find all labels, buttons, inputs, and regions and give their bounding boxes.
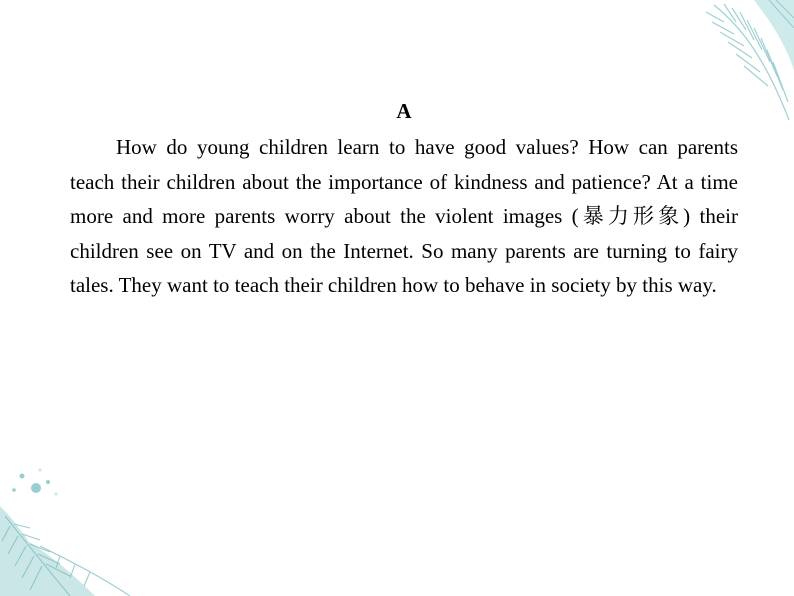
passage-heading: A — [396, 99, 412, 123]
feather-icon — [0, 466, 150, 596]
passage-text: How do young children learn to have good values? How can parents teach their children about the importance of kindness and patience? At a time more and more parents worry about the violent images (暴力形象) their children see on TV and on the Internet. So many parents are turning to fairy tales. They want to teach their children how to behave in society by this way. — [70, 135, 738, 297]
passage — [70, 96, 738, 303]
